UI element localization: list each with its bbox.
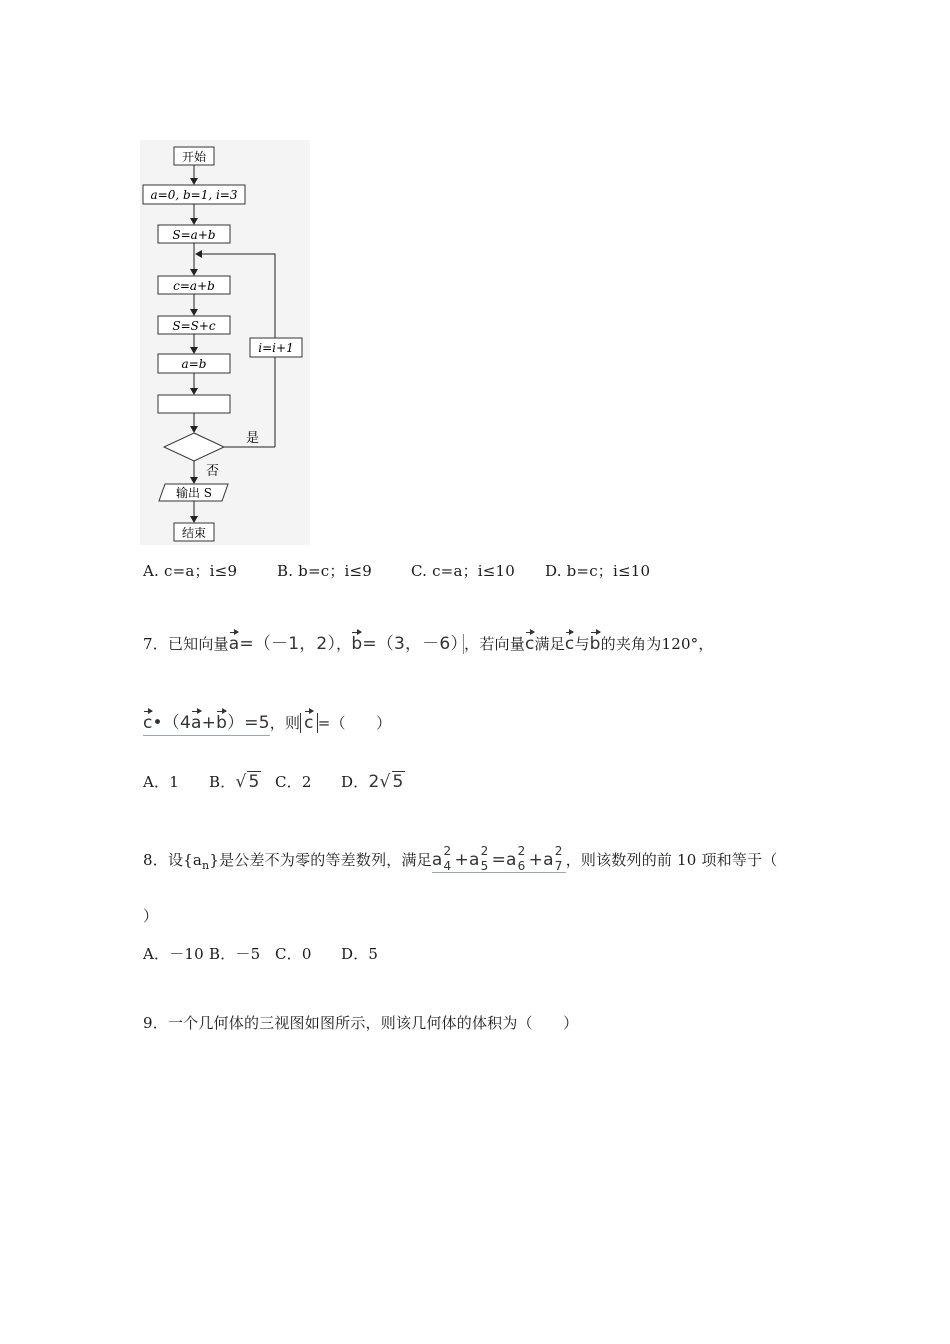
q7-dot-plus: +: [201, 713, 217, 733]
q8-line2: ）: [143, 907, 159, 925]
q7-abs-c: [300, 713, 318, 733]
q8-options: [143, 943, 378, 964]
flow-yes-label: 是: [246, 431, 260, 446]
q8-eq-a4-sup: 2: [443, 844, 452, 858]
q7-option-c: C．2: [275, 773, 312, 791]
q7-text2: ，若向量: [464, 635, 525, 653]
q7-dot-a: a: [191, 707, 202, 733]
q7-option-b-label: B．: [209, 773, 236, 791]
q7-dot-mid: •（4: [152, 713, 191, 733]
flow-c-assign-label: c=a+b: [173, 279, 215, 293]
q8-eq-a4-sub: 4: [443, 859, 452, 873]
q8-stem: [143, 844, 778, 873]
q7-option-d-radicand: 5: [392, 772, 404, 792]
q7-dot-b: b: [216, 707, 227, 733]
flow-init-label: a=0, b=1, i=3: [150, 188, 238, 202]
q7-text4: 与: [574, 635, 590, 653]
q7-options: [143, 771, 405, 792]
q8-prefix: 8．设{a: [143, 851, 203, 869]
q7-dot-end: ）=5: [227, 713, 270, 733]
q6-option-a: A. c=a；i≤9: [143, 562, 238, 580]
q8-eq-a5-scripts: [480, 844, 492, 873]
q8-eq-a4-scripts: [443, 844, 455, 873]
flow-end-label: 结束: [181, 526, 207, 540]
q7-vector-b-def: [351, 634, 464, 654]
q7-sep: ，: [336, 635, 352, 653]
flow-start-label: 开始: [181, 150, 207, 164]
q7-option-d: [341, 771, 405, 792]
q7-option-a: A．1: [143, 773, 179, 791]
q7-option-d-label: D．: [341, 773, 369, 791]
q8-suffix: ，则该数列的前 10 项和等于（: [565, 851, 778, 869]
q6-option-b: B. b=c；i≤9: [277, 562, 373, 580]
q8-prefix-sub: n: [202, 859, 210, 872]
q7-text3: 满足: [534, 635, 565, 653]
q8-eq-a6-sub: 6: [517, 859, 526, 873]
flow-a-assign-label: a=b: [181, 357, 207, 371]
q8-option-b: B．－5: [209, 945, 261, 963]
q7-vector-a-value: =（－1，2）: [239, 634, 337, 654]
q6-option-c: C. c=a；i≤10: [411, 562, 516, 580]
q7-stem: [143, 628, 714, 654]
q7-vector-c-2: c: [565, 628, 575, 654]
q8-option-d: D．5: [341, 945, 379, 963]
q8-eq-a6: =a: [491, 850, 517, 870]
q9-stem: [143, 1012, 578, 1033]
q7-prefix: 7．已知向量: [143, 635, 229, 653]
q9-text: 9．一个几何体的三视图如图所示，则该几何体的体积为（ ）: [143, 1014, 579, 1032]
q8-eq-a5-sup: 2: [480, 844, 489, 858]
flow-blank-box: [158, 395, 230, 413]
q8-stem-2: [143, 905, 158, 926]
q7-option-b: [209, 771, 275, 792]
q8-eq-a7-scripts: [554, 844, 566, 873]
q8-prefix-end: }是公差不为零的等差数列，满足: [209, 851, 432, 869]
q7-option-b-value: √ 5: [235, 772, 260, 792]
flow-i-update-label: i=i+1: [258, 341, 294, 355]
q7-vector-a: a: [229, 628, 240, 654]
q7-text6: ，则: [269, 714, 301, 732]
q7-vector-b-2: b: [590, 628, 601, 654]
q7-vector-c: c: [525, 628, 535, 654]
q7-option-d-coef: 2: [368, 772, 380, 792]
q7-abs-c-vector: c: [304, 707, 314, 733]
q7-option-d-value: 2√ 5: [368, 772, 404, 792]
flowchart: [140, 140, 310, 545]
flow-output-label: 输出 S: [175, 486, 213, 500]
q7-dot-c: c: [143, 707, 153, 733]
q7-vector-b: b: [351, 628, 362, 654]
q7-stem-2: [143, 707, 391, 733]
q8-eq-a7-sup: 2: [554, 844, 563, 858]
flow-s-assign-label: S=a+b: [172, 228, 216, 242]
q6-options: [143, 560, 650, 581]
q8-option-c: C．0: [275, 945, 312, 963]
q7-dot-product: [143, 713, 270, 736]
q8-eq-a5-sub: 5: [480, 859, 489, 873]
q8-eq-a6-scripts: [517, 844, 529, 873]
flow-no-label: 否: [206, 464, 220, 479]
q7-text7: =（ ）: [317, 714, 392, 732]
q8-equation: [431, 844, 566, 873]
q7-vector-a-def: [229, 634, 336, 654]
q8-option-a: A．－10: [143, 945, 204, 963]
q6-option-d: D. b=c；i≤10: [545, 562, 651, 580]
flow-s-update-label: S=S+c: [172, 319, 216, 333]
q7-vector-b-value: =（3，－6）: [362, 634, 460, 654]
q7-option-b-radicand: 5: [248, 772, 260, 792]
q7-text5: 的夹角为120°，: [600, 635, 714, 653]
q8-eq-a7-sub: 7: [554, 859, 563, 873]
q8-eq-a5: +a: [454, 850, 480, 870]
q8-eq-a7: +a: [528, 850, 554, 870]
q8-eq-a6-sup: 2: [517, 844, 526, 858]
q8-eq-a4: a: [431, 850, 443, 870]
